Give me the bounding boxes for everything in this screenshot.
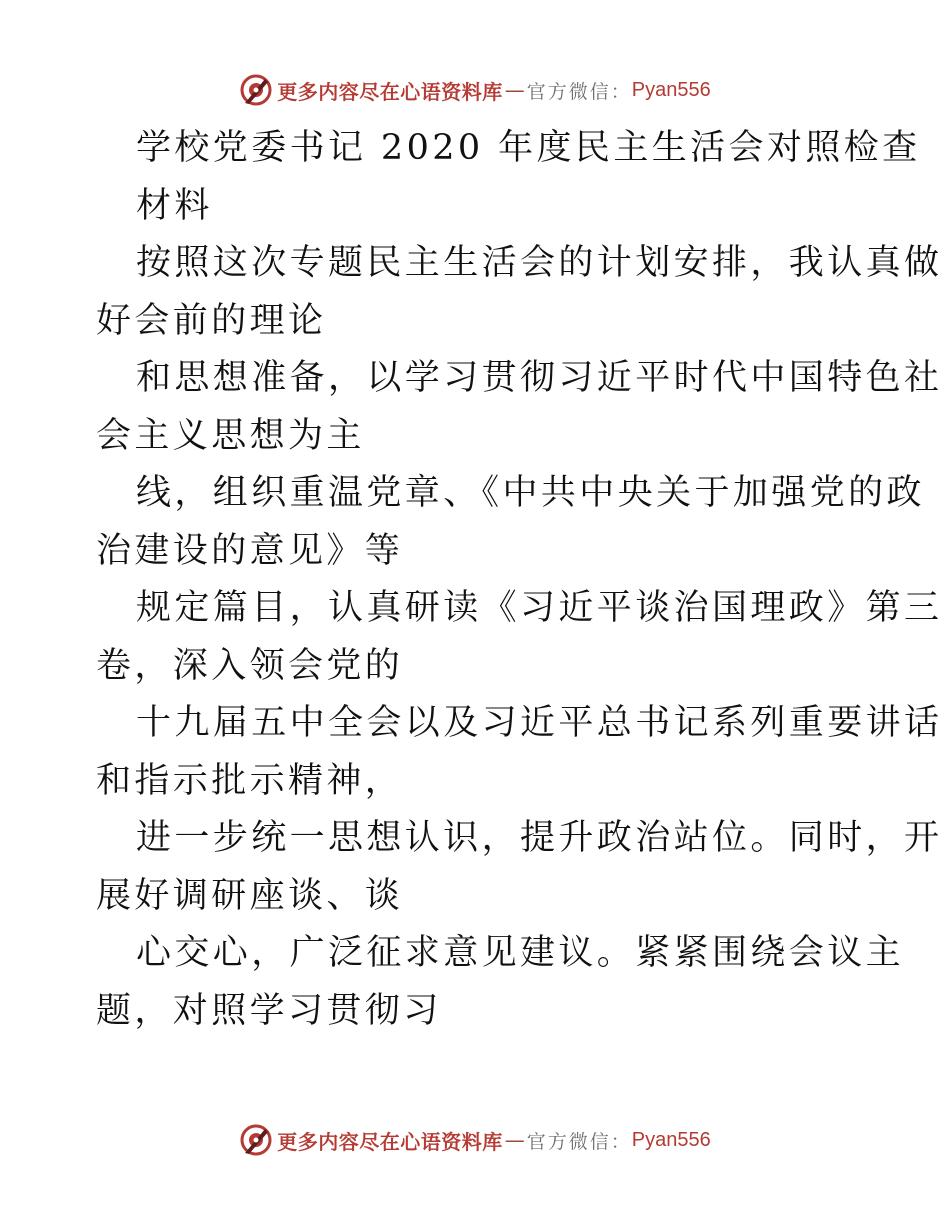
document-line: 和思想准备，以学习贯彻习近平时代中国特色社 — [136, 358, 943, 398]
document-line: 十九届五中全会以及习近平总书记系列重要讲话 — [136, 703, 943, 743]
footer-wechat-label: 官方微信： — [526, 1130, 632, 1153]
header-brand-text: 更多内容尽在心语资料库 — [277, 79, 503, 104]
document-line: 卷，深入领会党的 — [96, 645, 404, 686]
footer-separator: — — [504, 1128, 525, 1152]
document-body — [96, 120, 943, 1040]
document-line: 学校党委书记 2020 年度民主生活会对照检查 — [136, 128, 921, 168]
document-line: 材料 — [136, 185, 213, 226]
document-line: 规定篇目，认真研读《习近平谈治国理政》第三 — [136, 588, 943, 628]
document-line: 进一步统一思想认识，提升政治站位。同时，开 — [136, 818, 943, 858]
quill-circle-logo-icon — [239, 73, 273, 107]
footer-wechat-id: Pyan556 — [631, 1128, 711, 1151]
header-wechat-id: Pyan556 — [631, 78, 711, 101]
document-line: 按照这次专题民主生活会的计划安排，我认真做 — [136, 243, 943, 283]
document-line: 好会前的理论 — [96, 300, 327, 341]
header-wechat-label: 官方微信： — [526, 80, 632, 103]
document-line: 会主义思想为主 — [96, 415, 365, 456]
header-banner — [0, 70, 950, 110]
footer-brand-text: 更多内容尽在心语资料库 — [277, 1129, 503, 1154]
quill-circle-logo-icon — [239, 1123, 273, 1157]
document-line: 治建设的意见》等 — [96, 530, 404, 571]
document-line: 线，组织重温党章、《中共中央关于加强党的政 — [136, 473, 925, 513]
document-line: 心交心，广泛征求意见建议。紧紧围绕会议主 — [136, 933, 905, 973]
footer-banner — [0, 1120, 950, 1160]
header-separator: — — [504, 78, 525, 102]
document-line: 和指示批示精神， — [96, 760, 404, 801]
document-line: 展好调研座谈、谈 — [96, 875, 404, 916]
document-line: 题，对照学习贯彻习 — [96, 990, 442, 1031]
